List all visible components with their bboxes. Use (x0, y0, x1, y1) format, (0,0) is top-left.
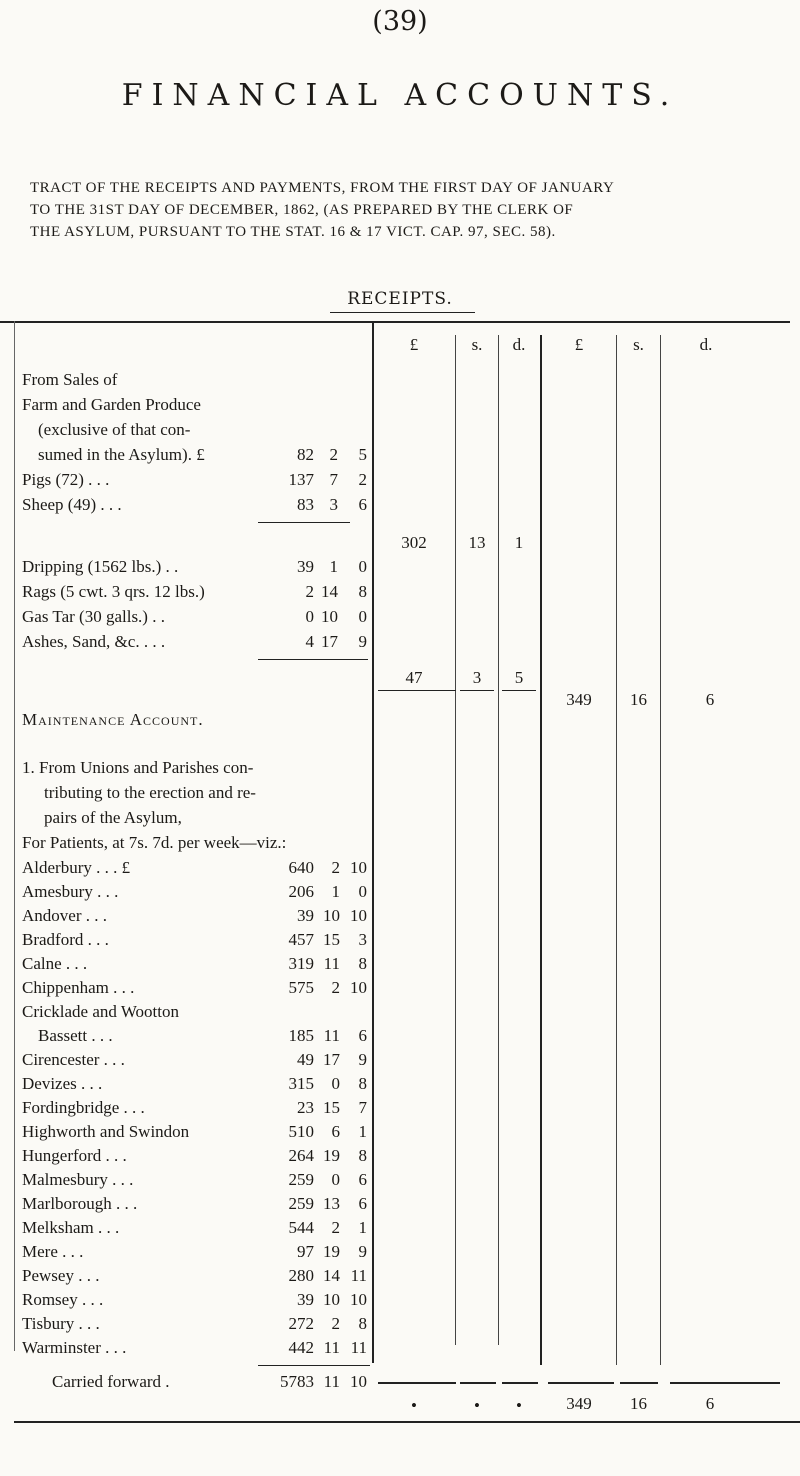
cf-rule-pounds-1 (378, 1382, 456, 1384)
farm-subtotal-pence: 1 (514, 533, 524, 552)
section-title-underline (330, 312, 475, 313)
sales-total-shillings: 16 (630, 690, 647, 709)
column-rule-main (372, 323, 374, 1363)
cf-rule-pence-2 (670, 1382, 780, 1384)
cf-rule-pence-1 (502, 1382, 538, 1384)
cf-total-pence: 6 (705, 1394, 715, 1413)
header-pounds-2: £ (574, 335, 584, 354)
sales-total-pence: 6 (705, 690, 715, 709)
carried-forward-rule (258, 1365, 370, 1366)
page-title: FINANCIAL ACCOUNTS. (121, 78, 679, 113)
header-pence-2: d. (699, 335, 713, 354)
section-title: RECEIPTS. (347, 289, 453, 309)
other-subtotal-rule (258, 659, 368, 660)
farm-subtotal-rule (258, 522, 350, 523)
table-top-rule (0, 321, 790, 323)
column-rule-d2 (660, 335, 661, 1365)
column-rule-d1 (498, 335, 499, 1345)
table-bottom-rule (14, 1421, 800, 1423)
other-subtotal-shillings: 3 (472, 668, 482, 687)
subtitle-line-3: THE ASYLUM, PURSUANT TO THE STAT. 16 & 17 VICT. CAP. 97, SEC. 58). (30, 224, 556, 240)
column-rule-mid (540, 335, 542, 1365)
header-shillings-1: s. (471, 335, 483, 354)
page-number: (39) (372, 6, 428, 37)
other-subtotal-underline-pence (502, 690, 536, 691)
column-rule-s1 (455, 335, 456, 1345)
other-subtotal-pence: 5 (514, 668, 524, 687)
subtitle-line-2: TO THE 31ST DAY OF DECEMBER, 1862, (AS PREPARED BY THE CLERK OF (30, 202, 574, 218)
other-subtotal-underline-shillings (460, 690, 494, 691)
header-pence-1: d. (512, 335, 526, 354)
cf-rule-shillings-1 (460, 1382, 496, 1384)
cf-rule-shillings-2 (620, 1382, 658, 1384)
subtitle-line-1: TRACT OF THE RECEIPTS AND PAYMENTS, FROM THE FIRST DAY OF JANUARY (30, 180, 615, 196)
cf-mark-pence: • (516, 1396, 522, 1415)
other-subtotal-underline-pounds (378, 690, 456, 691)
header-pounds-1: £ (409, 335, 419, 354)
left-margin-rule (14, 321, 15, 1351)
cf-rule-pounds-2 (548, 1382, 614, 1384)
farm-subtotal-shillings: 13 (468, 533, 486, 552)
cf-mark-pounds: • (411, 1396, 417, 1415)
cf-total-pounds: 349 (566, 1394, 592, 1413)
sales-total-pounds: 349 (566, 690, 592, 709)
column-rule-s2 (616, 335, 617, 1365)
other-subtotal-pounds: 47 (405, 668, 423, 687)
cf-total-shillings: 16 (630, 1394, 647, 1413)
farm-subtotal-pounds: 302 (401, 533, 427, 552)
cf-mark-shillings: • (474, 1396, 480, 1415)
header-shillings-2: s. (633, 335, 644, 354)
